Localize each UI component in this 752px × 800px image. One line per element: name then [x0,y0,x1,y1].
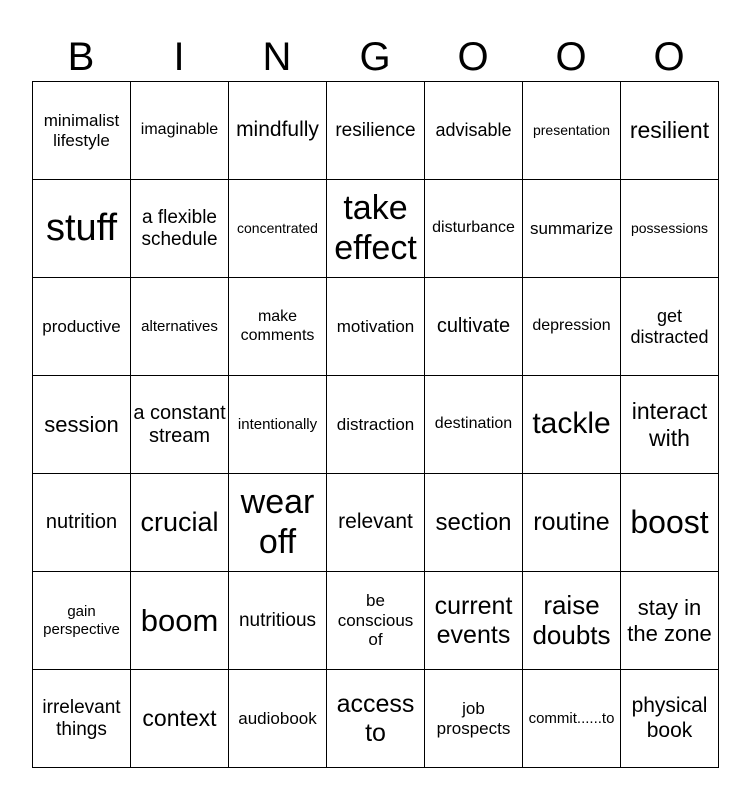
bingo-cell[interactable]: productive [33,278,131,376]
bingo-cell[interactable]: stay in the zone [621,572,719,670]
bingo-cell[interactable]: section [425,474,523,572]
header-letter-g: G [359,35,391,79]
bingo-cell[interactable]: audiobook [229,670,327,768]
bingo-cell[interactable]: physical book [621,670,719,768]
bingo-cell[interactable]: minimalist lifestyle [33,82,131,180]
bingo-cell[interactable]: possessions [621,180,719,278]
bingo-cell[interactable]: boost [621,474,719,572]
bingo-cell[interactable]: stuff [33,180,131,278]
bingo-cell[interactable]: distraction [327,376,425,474]
bingo-cell[interactable]: context [131,670,229,768]
bingo-cell[interactable]: alternatives [131,278,229,376]
header-letter-o-3: O [653,35,685,79]
bingo-header [32,32,718,82]
bingo-cell[interactable]: access to [327,670,425,768]
header-letter-b: B [67,35,95,79]
bingo-cell[interactable]: nutrition [33,474,131,572]
bingo-cell[interactable]: advisable [425,82,523,180]
bingo-cell[interactable]: irrelevant things [33,670,131,768]
bingo-cell[interactable]: job prospects [425,670,523,768]
bingo-cell[interactable]: nutritious [229,572,327,670]
bingo-cell[interactable]: depression [523,278,621,376]
bingo-cell[interactable]: imaginable [131,82,229,180]
bingo-cell[interactable]: a constant stream [131,376,229,474]
bingo-cell[interactable]: resilience [327,82,425,180]
bingo-cell[interactable]: raise doubts [523,572,621,670]
bingo-cell[interactable]: mindfully [229,82,327,180]
bingo-cell[interactable]: presentation [523,82,621,180]
bingo-cell[interactable]: summarize [523,180,621,278]
bingo-cell[interactable]: disturbance [425,180,523,278]
bingo-cell[interactable]: commit......to [523,670,621,768]
bingo-cell[interactable]: tackle [523,376,621,474]
bingo-cell[interactable]: crucial [131,474,229,572]
bingo-cell[interactable]: concentrated [229,180,327,278]
bingo-cell[interactable]: make comments [229,278,327,376]
bingo-cell[interactable]: session [33,376,131,474]
header-letter-n: N [262,35,292,79]
header-letter-o: O [457,35,489,79]
bingo-cell[interactable]: cultivate [425,278,523,376]
bingo-cell[interactable]: routine [523,474,621,572]
bingo-cell[interactable]: get distracted [621,278,719,376]
bingo-cell[interactable]: destination [425,376,523,474]
bingo-cell[interactable]: wear off [229,474,327,572]
header-letter-i: I [173,35,185,79]
bingo-cell[interactable]: be conscious of [327,572,425,670]
header-letter-o-2: O [555,35,587,79]
bingo-cell[interactable]: take effect [327,180,425,278]
bingo-cell[interactable]: relevant [327,474,425,572]
bingo-board [32,81,719,768]
bingo-cell[interactable]: motivation [327,278,425,376]
bingo-cell[interactable]: current events [425,572,523,670]
bingo-cell[interactable]: gain perspective [33,572,131,670]
bingo-cell[interactable]: interact with [621,376,719,474]
bingo-cell[interactable]: intentionally [229,376,327,474]
bingo-cell[interactable]: a flexible schedule [131,180,229,278]
bingo-cell[interactable]: boom [131,572,229,670]
bingo-cell[interactable]: resilient [621,82,719,180]
